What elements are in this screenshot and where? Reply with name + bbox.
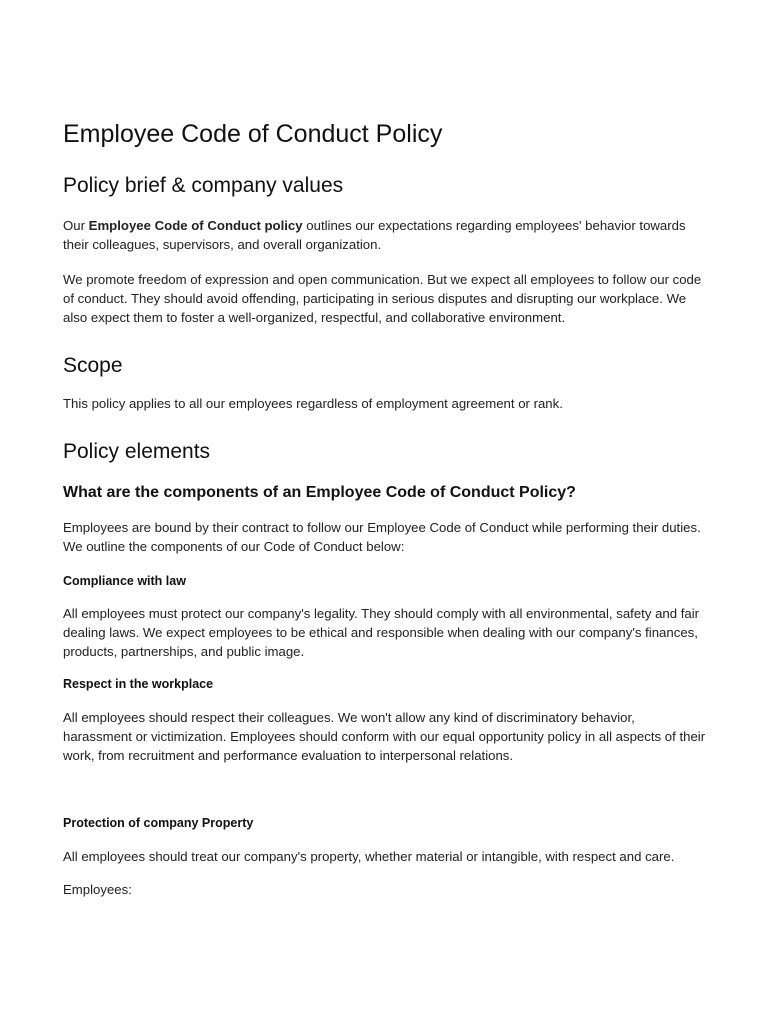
- policy-brief-paragraph: We promote freedom of expression and open communication. But we expect all employees to follow our code of conduct. They should avoid offending, participating in serious disputes and disrupting our workplace. We also expect them to foster a well-organized, respectful, and collaborative environment.: [63, 272, 702, 325]
- policy-brief-intro: [63, 216, 706, 254]
- intro-prefix: Our: [63, 218, 89, 233]
- property-heading: Protection of company Property: [63, 816, 254, 830]
- document-title: Employee Code of Conduct Policy: [63, 120, 443, 148]
- scope-heading: Scope: [63, 354, 123, 377]
- components-paragraph: Employees are bound by their contract to follow our Employee Code of Conduct while performing their duties. We outline the components of our Code of Conduct below:: [63, 520, 701, 554]
- components-subheading: What are the components of an Employee Code of Conduct Policy?: [63, 484, 576, 501]
- scope-paragraph: This policy applies to all our employees regardless of employment agreement or rank.: [63, 396, 563, 411]
- property-paragraph: All employees should treat our company's property, whether material or intangible, with respect and care.: [63, 849, 675, 864]
- employees-label: Employees:: [63, 882, 132, 897]
- intro-bold-term: Employee Code of Conduct policy: [88, 218, 303, 233]
- respect-heading: Respect in the workplace: [63, 677, 214, 691]
- intro-suffix: outlines our expectations regarding employees' behavior towards their colleagues, supervisors, and overall organization.: [63, 218, 686, 252]
- respect-paragraph: All employees should respect their colleagues. We won't allow any kind of discriminatory behavior, harassment or victimization. Employees should conform with our equal opportunity policy in all aspects of their work, from recruitment and performance evaluation to interpersonal relations.: [63, 710, 706, 763]
- policy-elements-heading: Policy elements: [63, 440, 211, 463]
- compliance-paragraph: All employees must protect our company's legality. They should comply with all environmental, safety and fair dealing laws. We expect employees to be ethical and responsible when dealing with our company's finances, products, partnerships, and public image.: [63, 606, 700, 659]
- compliance-heading: Compliance with law: [63, 574, 186, 588]
- policy-brief-heading: Policy brief & company values: [63, 174, 344, 197]
